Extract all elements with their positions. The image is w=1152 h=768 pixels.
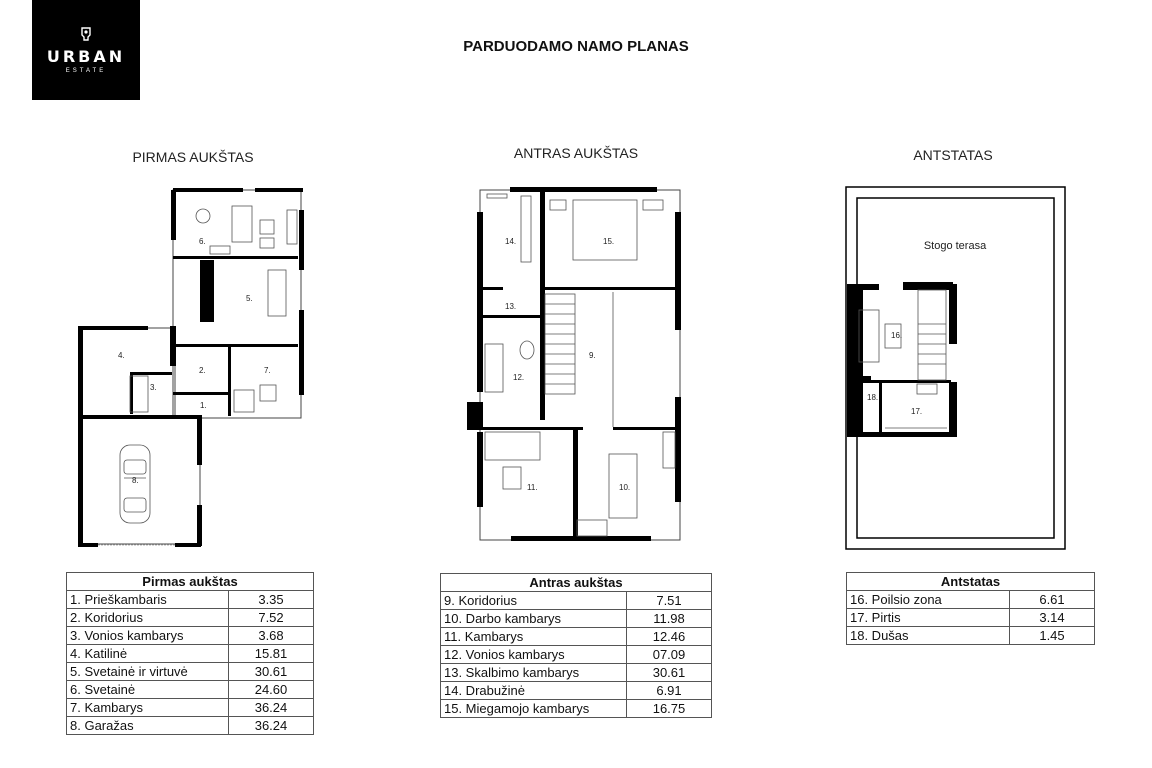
room-label-5: 5. [246,294,253,303]
room-label-12: 12. [513,373,525,382]
area-table-attic [846,572,1095,645]
room-label-15: 15. [603,237,615,246]
table-row [441,628,712,646]
room-label-6: 6. [199,237,206,246]
room-name-cell: 9. Koridorius [441,592,627,610]
room-name-cell: 14. Drabužinė [441,682,627,700]
room-area-cell: 3.35 [229,591,314,609]
room-area-cell: 6.61 [1010,591,1095,609]
table-row [441,682,712,700]
table-row [441,610,712,628]
room-label-7: 7. [264,366,271,375]
room-area-cell: 7.52 [229,609,314,627]
floor-title-second: ANTRAS AUKŠTAS [513,145,639,161]
room-name-cell: 7. Kambarys [67,699,229,717]
room-name-cell: 6. Svetainė [67,681,229,699]
logo-brand-text: URBAN [46,46,126,66]
room-name-cell: 5. Svetainė ir virtuvė [67,663,229,681]
room-label-1: 1. [200,401,207,410]
room-label-3: 3. [150,383,157,392]
table-row [441,700,712,718]
page-title: PARDUODAMO NAMO PLANAS [463,38,689,55]
room-label-8: 8. [132,476,139,485]
table-row [847,591,1095,609]
table-row [847,627,1095,645]
room-area-cell: 12.46 [627,628,712,646]
room-name-cell: 11. Kambarys [441,628,627,646]
table-row [67,645,314,663]
room-name-cell: 18. Dušas [847,627,1010,645]
room-label-10: 10. [619,483,631,492]
room-area-cell: 30.61 [627,664,712,682]
room-area-cell: 07.09 [627,646,712,664]
room-label-11: 11. [527,483,538,492]
table-row [67,717,314,735]
room-name-cell: 12. Vonios kambarys [441,646,627,664]
room-name-cell: 10. Darbo kambarys [441,610,627,628]
room-label-18: 18. [867,393,879,402]
room-area-cell: 11.98 [627,610,712,628]
room-area-cell: 36.24 [229,699,314,717]
room-area-cell: 24.60 [229,681,314,699]
floor-plan-first [70,180,310,550]
room-name-cell: 17. Pirtis [847,609,1010,627]
room-area-cell: 16.75 [627,700,712,718]
room-name-cell: 8. Garažas [67,717,229,735]
room-name-cell: 13. Skalbimo kambarys [441,664,627,682]
room-area-cell: 15.81 [229,645,314,663]
area-table-first [66,572,314,735]
room-label-4: 4. [118,351,125,360]
room-area-cell: 3.68 [229,627,314,645]
room-area-cell: 6.91 [627,682,712,700]
table-heading-second: Antras aukštas [441,574,712,592]
area-table-second [440,573,712,718]
table-heading-first: Pirmas aukštas [67,573,314,591]
room-label-17: 17. [911,407,923,416]
room-area-cell: 36.24 [229,717,314,735]
table-row [67,591,314,609]
table-row [67,663,314,681]
table-row [441,664,712,682]
room-name-cell: 2. Koridorius [67,609,229,627]
floor-title-attic: ANTSTATAS [913,147,993,163]
room-name-cell: 1. Prieškambaris [67,591,229,609]
room-area-cell: 1.45 [1010,627,1095,645]
room-name-cell: 16. Poilsio zona [847,591,1010,609]
logo-sub-text: ESTATE [65,67,107,74]
table-row [67,627,314,645]
floor-plan-second [465,182,690,547]
table-row [847,609,1095,627]
room-label-2: 2. [199,366,206,375]
roof-terrace-label: Stogo terasa [923,240,987,252]
room-area-cell: 3.14 [1010,609,1095,627]
room-label-9: 9. [589,351,596,360]
table-row [67,699,314,717]
floor-plan-attic [843,184,1069,552]
room-label-14: 14. [505,237,517,246]
room-name-cell: 3. Vonios kambarys [67,627,229,645]
table-row [441,592,712,610]
room-name-cell: 4. Katilinė [67,645,229,663]
room-label-16: 16. [891,331,903,340]
room-area-cell: 7.51 [627,592,712,610]
table-row [441,646,712,664]
room-label-13: 13. [505,302,517,311]
table-row [67,609,314,627]
table-row [67,681,314,699]
table-heading-attic: Antstatas [847,573,1095,591]
room-name-cell: 15. Miegamojo kambarys [441,700,627,718]
room-area-cell: 30.61 [229,663,314,681]
floor-title-first: PIRMAS AUKŠTAS [132,149,254,165]
